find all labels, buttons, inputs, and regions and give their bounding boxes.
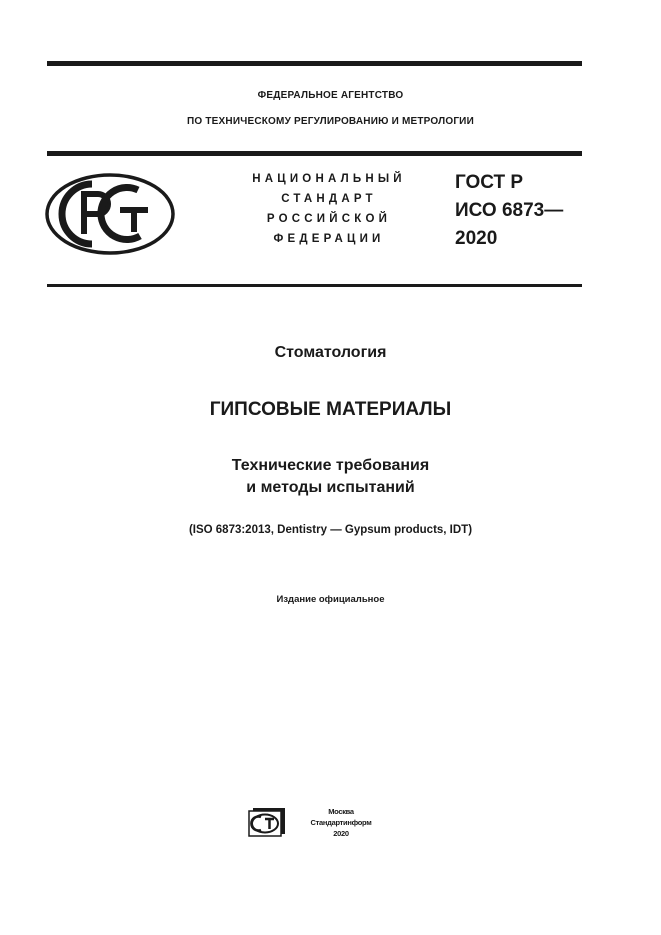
header-rule [47,151,582,156]
agency-line-1: ФЕДЕРАЛЬНОЕ АГЕНТСТВО [257,90,404,101]
designation-line-1: ГОСТ Р [455,172,524,193]
publisher-city: Москва [328,807,354,816]
subtitle-line-1: Технические требования [231,457,430,474]
subtitle-line-2: и методы испытаний [246,479,415,496]
designation-line-2: ИСО 6873— [455,200,564,221]
agency-line-2: ПО ТЕХНИЧЕСКОМУ РЕГУЛИРОВАНИЮ И МЕТРОЛОГИИ [187,116,474,127]
designation-rule [47,284,582,287]
edition-label: Издание официальное [276,594,385,605]
standard-type-line-1: НАЦИОНАЛЬНЫЙ [252,173,406,185]
subject-heading: Стоматология [274,344,387,361]
top-rule [47,61,582,66]
publisher-name: Стандартинформ [310,818,372,827]
standartinform-emblem-icon [248,807,286,837]
standard-type-line-3: РОССИЙСКОЙ [266,213,392,225]
publisher-year: 2020 [333,829,349,838]
rst-emblem-icon [44,172,176,256]
document-title: ГИПСОВЫЕ МАТЕРИАЛЫ [209,399,452,420]
designation-line-3: 2020 [455,228,498,249]
standard-type-line-4: ФЕДЕРАЦИИ [273,233,385,245]
standard-type-line-2: СТАНДАРТ [281,193,377,205]
iso-reference: (ISO 6873:2013, Dentistry — Gypsum products, IDT) [188,524,473,536]
